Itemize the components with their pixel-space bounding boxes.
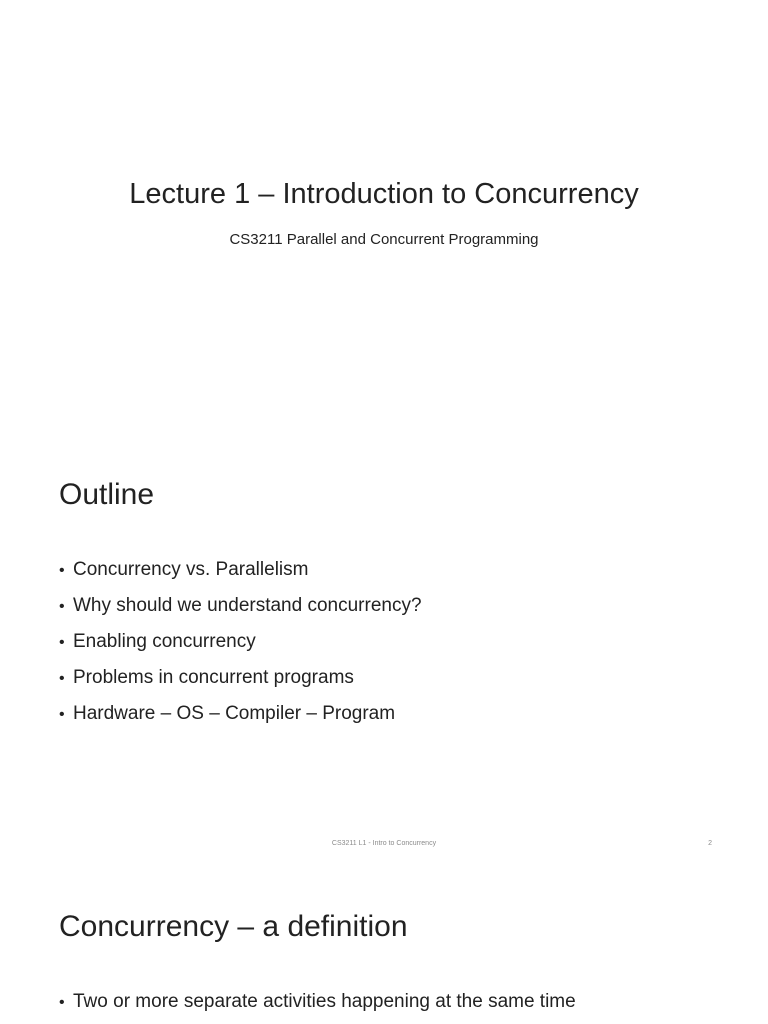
slide-heading: Outline [59,478,155,511]
bullet-icon: • [59,706,65,723]
list-item-text: Concurrency vs. Parallelism [73,559,309,580]
list-item [59,660,422,696]
list-item-text: Why should we understand concurrency? [73,595,422,616]
bullet-icon: • [59,634,65,651]
definition-slide [0,864,768,1024]
list-item [59,984,576,1020]
bullet-icon: • [59,598,65,615]
page-number: 2 [708,840,712,847]
outline-slide [0,432,768,864]
lecture-title: Lecture 1 – Introduction to Concurrency [129,178,639,210]
list-item [59,624,422,660]
bullet-list [59,552,422,732]
slide-footer: CS3211 L1 - Intro to Concurrency [331,840,437,847]
list-item [59,588,422,624]
course-subtitle: CS3211 Parallel and Concurrent Programming [229,231,539,248]
list-item [59,696,422,732]
list-item-text: Enabling concurrency [73,631,256,652]
bullet-icon: • [59,994,65,1011]
bullet-icon: • [59,562,65,579]
bullet-icon: • [59,670,65,687]
title-slide [0,0,768,432]
list-item-text: Two or more separate activities happening at the same time [73,991,576,1012]
slide-heading: Concurrency – a definition [59,910,408,943]
list-item [59,552,422,588]
list-item-text: Hardware – OS – Compiler – Program [73,703,396,724]
bullet-list [59,984,576,1020]
list-item-text: Problems in concurrent programs [73,667,354,688]
